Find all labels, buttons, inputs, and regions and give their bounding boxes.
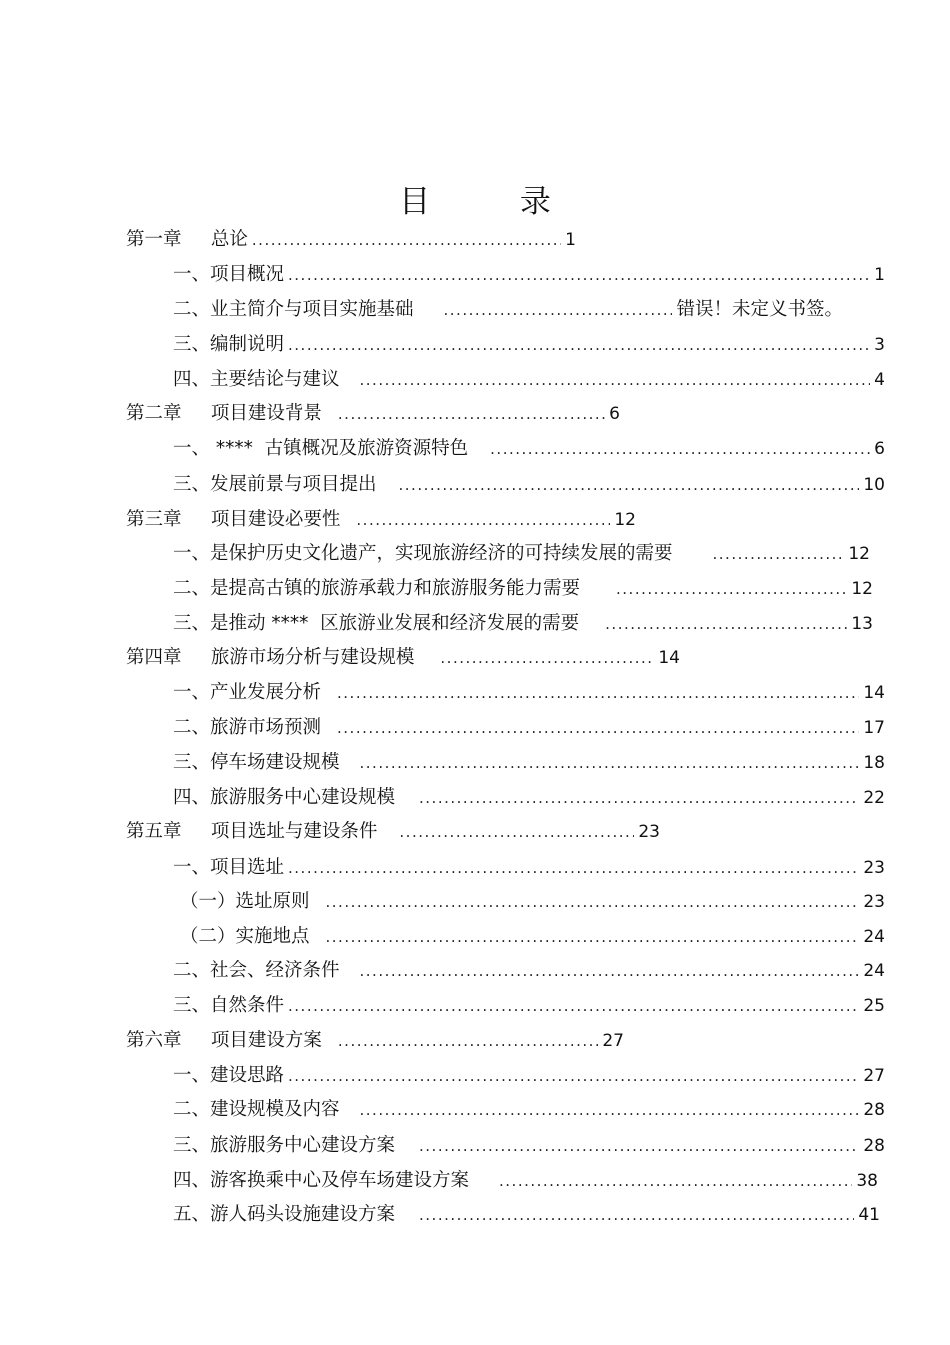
toc-entry-page: 23 (863, 858, 885, 878)
dot-leader (490, 436, 870, 462)
toc-entry-label: 一、建设思路 (173, 1065, 285, 1086)
toc-entry-chapter-3 (126, 507, 636, 533)
toc-entry-page: 1 (874, 265, 885, 285)
dot-leader (440, 645, 654, 671)
toc-entry-label: 一、是保护历史文化遗产，实现旅游经济的可持续发展的需要 (173, 543, 673, 564)
toc-entry-label: （一）选址原则 (180, 891, 310, 912)
toc-entry-page: 12 (851, 579, 873, 599)
toc-entry-page: 41 (858, 1205, 880, 1225)
toc-entry-page: 3 (874, 335, 885, 355)
toc-entry-label: 一、 **** 古镇概况及旅游资源特色 (173, 438, 469, 459)
toc-entry-label: 一、项目概况 (173, 264, 285, 285)
toc-entry-subsection (180, 889, 885, 915)
toc-entry-label: 三、是推动 **** 区旅游业发展和经济发展的需要 (173, 613, 580, 634)
dot-leader (419, 1133, 859, 1159)
toc-entry-page: 27 (602, 1031, 624, 1051)
toc-entry-section (173, 541, 870, 567)
toc-entry-page: 38 (856, 1171, 878, 1191)
dot-leader (288, 993, 859, 1019)
toc-entry-label: 三、停车场建设规模 (173, 752, 340, 773)
toc-entry-label: 四、主要结论与建议 (173, 369, 340, 390)
dot-leader (337, 715, 859, 741)
toc-entry-page: 28 (863, 1136, 885, 1156)
toc-entry-page: 18 (863, 753, 885, 773)
dot-leader (419, 785, 859, 811)
toc-entry-label: 二、是提高古镇的旅游承载力和旅游服务能力需要 (173, 578, 581, 599)
toc-entry-label: 第一章 总论 (126, 229, 248, 250)
dot-leader (326, 889, 860, 915)
toc-entry-section (173, 297, 843, 323)
dot-leader (326, 924, 860, 950)
toc-entry-page: 22 (863, 788, 885, 808)
toc-entry-section (173, 1168, 878, 1194)
toc-entry-label: 二、业主简介与项目实施基础 (173, 299, 414, 320)
toc-entry-label: 第二章 项目建设背景 (126, 403, 322, 424)
toc-entry-page: 10 (863, 475, 885, 495)
toc-entry-label: 第三章 项目建设必要性 (126, 509, 341, 530)
toc-entry-section (173, 1133, 885, 1159)
dot-leader (399, 472, 860, 498)
toc-entry-label: 四、游客换乘中心及停车场建设方案 (173, 1170, 470, 1191)
toc-entry-section (173, 993, 885, 1019)
toc-entry-page: 12 (614, 510, 636, 530)
toc-entry-label: 二、旅游市场预测 (173, 717, 322, 738)
dot-leader (360, 958, 860, 984)
toc-entry-section (173, 576, 873, 602)
toc-entry-section (173, 332, 885, 358)
dot-leader (288, 855, 859, 881)
toc-entry-page: 17 (863, 718, 885, 738)
toc-entry-page: 1 (565, 230, 576, 250)
toc-entry-page: 24 (863, 927, 885, 947)
toc-entry-label: 三、旅游服务中心建设方案 (173, 1135, 396, 1156)
dot-leader (288, 332, 870, 358)
toc-entry-page: 23 (863, 892, 885, 912)
toc-entry-label: 三、发展前景与项目提出 (173, 474, 377, 495)
dot-leader (338, 401, 605, 427)
dot-leader (360, 367, 871, 393)
toc-entry-page: 13 (851, 614, 873, 634)
dot-leader (499, 1168, 852, 1194)
toc-entry-label: 三、自然条件 (173, 995, 285, 1016)
dot-leader (337, 680, 859, 706)
toc-entry-section (173, 1063, 885, 1089)
toc-entry-page: 4 (874, 370, 885, 390)
toc-entry-page: 14 (863, 683, 885, 703)
dot-leader (713, 541, 845, 567)
dot-leader (252, 227, 561, 253)
dot-leader (288, 1063, 859, 1089)
dot-leader (356, 507, 610, 533)
toc-entry-label: 第四章 旅游市场分析与建设规模 (126, 647, 415, 668)
toc-entry-page-error: 错误！未定义书签。 (676, 299, 843, 320)
toc-entry-label: 二、社会、经济条件 (173, 960, 340, 981)
dot-leader (399, 819, 634, 845)
toc-entry-label: 第五章 项目选址与建设条件 (126, 821, 378, 842)
toc-entry-label: 第六章 项目建设方案 (126, 1030, 322, 1051)
toc-entry-label: 五、游人码头设施建设方案 (173, 1204, 396, 1225)
dot-leader (419, 1202, 854, 1228)
dot-leader (444, 297, 673, 323)
toc-entry-page: 14 (658, 648, 680, 668)
toc-entry-section (173, 436, 885, 462)
toc-entry-label: 三、编制说明 (173, 334, 285, 355)
toc-entry-chapter-2 (126, 401, 620, 427)
toc-entry-chapter-1 (126, 227, 576, 253)
toc-entry-chapter-4 (126, 645, 680, 671)
toc-entry-section (173, 855, 885, 881)
toc-entry-page: 24 (863, 961, 885, 981)
toc-entry-label: （二）实施地点 (180, 926, 310, 947)
toc-entry-section (173, 750, 885, 776)
toc-entry-section (173, 958, 885, 984)
toc-entry-label: 一、项目选址 (173, 857, 285, 878)
dot-leader (360, 750, 860, 776)
toc-entry-page: 28 (863, 1100, 885, 1120)
toc-entry-section (173, 785, 885, 811)
dot-leader (616, 576, 847, 602)
toc-entry-chapter-6 (126, 1028, 624, 1054)
toc-entry-subsection (180, 924, 885, 950)
toc-entry-section (173, 1202, 880, 1228)
toc-entry-section (173, 367, 885, 393)
toc-entry-page: 6 (609, 404, 620, 424)
toc-entry-section (173, 1097, 885, 1123)
toc-entry-chapter-5 (126, 819, 660, 845)
toc-entry-page: 23 (638, 822, 660, 842)
dot-leader (288, 262, 870, 288)
toc-entry-section (173, 715, 885, 741)
toc-entry-page: 25 (863, 996, 885, 1016)
toc-entry-page: 27 (863, 1066, 885, 1086)
toc-entry-label: 四、旅游服务中心建设规模 (173, 787, 396, 808)
dot-leader (360, 1097, 860, 1123)
toc-entry-page: 12 (848, 544, 870, 564)
toc-entry-label: 一、产业发展分析 (173, 682, 322, 703)
toc-entry-section (173, 680, 885, 706)
toc-entry-section (173, 262, 885, 288)
toc-entry-label: 二、建设规模及内容 (173, 1099, 340, 1120)
dot-leader (338, 1028, 598, 1054)
toc-entry-section (173, 472, 885, 498)
toc-title: 目 录 (399, 184, 591, 220)
toc-entry-page: 6 (874, 439, 885, 459)
toc-entry-section (173, 611, 873, 637)
dot-leader (605, 611, 847, 637)
